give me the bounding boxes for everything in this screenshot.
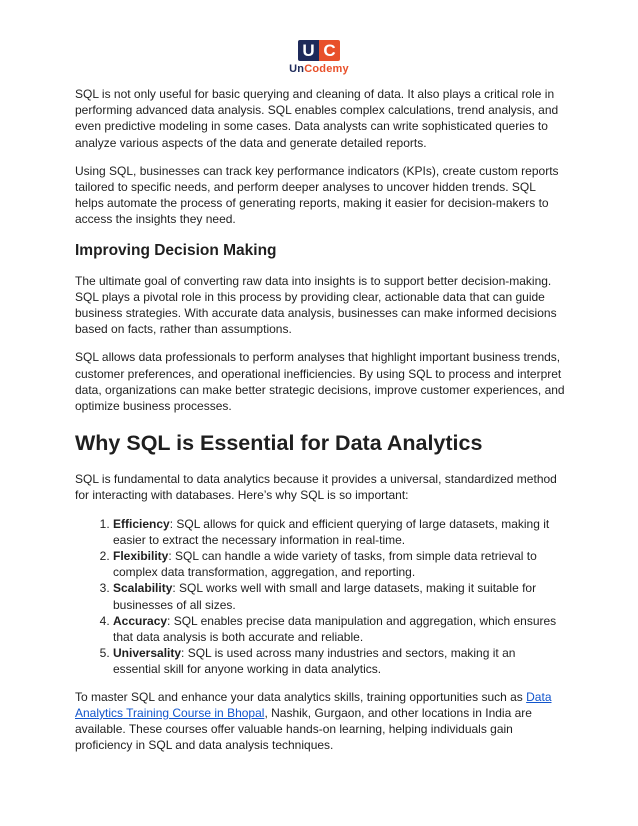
uncodemy-logo [0, 40, 638, 75]
logo-tile-u: U [298, 40, 319, 61]
logo-tile-c: C [319, 40, 340, 61]
list-item-term: Accuracy [113, 613, 168, 628]
list-item-term: Scalability [113, 581, 173, 596]
logo-wordmark-part1: Un [289, 63, 305, 75]
paragraph-advanced-analysis: SQL is not only useful for basic querying and cleaning of data. It also plays a critical role in performing advanced data analysis. SQL enables complex calculations, trend analysis, and even predictive modeling in some cases. Data analysts can write sophisticated queries to analyze various aspects of the data and generate detailed reports. [75, 87, 559, 150]
paragraph-business-trends: SQL allows data professionals to perform analyses that highlight important business trends, customer preferences, and operational inefficiencies. By using SQL to process and interpret data, organizations can make better strategic decisions, improve customer experiences, and optimize business processes. [75, 350, 565, 414]
list-item-text: : SQL allows for quick and efficient querying of large datasets, making it easier to extract the necessary information in real-time. [113, 516, 550, 547]
paragraph-training [75, 689, 565, 754]
training-text-after: , Nashik, Gurgaon, and other locations in India are available. These courses offer valuable hands-on learning, helping individuals gain proficiency in SQL and data analysis techniques. [75, 705, 532, 753]
list-item-text: : SQL is used across many industries and sectors, making it an essential skill for anyone working in data analytics. [113, 646, 516, 677]
list-item [113, 580, 565, 612]
paragraph-sql-fundamental: SQL is fundamental to data analytics because it provides a universal, standardized method for interacting with databases. Here’s why SQL is so important: [75, 472, 557, 503]
list-item [113, 613, 565, 645]
logo-wordmark-part2: Codemy [304, 63, 349, 75]
list-item [113, 645, 565, 677]
sql-benefits-list [75, 516, 565, 678]
paragraph-kpi-reports: Using SQL, businesses can track key performance indicators (KPIs), create custom reports tailored to specific needs, and perform deeper analyses to uncover hidden trends. SQL helps automate the process of generating reports, making it easier for decision-makers to access the insights they need. [75, 163, 559, 227]
list-item-text: : SQL can handle a wide variety of tasks, from simple data retrieval to complex data transformation, aggregation, and reporting. [113, 549, 537, 580]
heading-improving-decision-making: Improving Decision Making [75, 241, 277, 259]
heading-why-sql-essential: Why SQL is Essential for Data Analytics [75, 431, 483, 456]
logo-wordmark [0, 63, 638, 75]
training-text-before: To master SQL and enhance your data analytics skills, training opportunities such as [75, 689, 527, 704]
list-item [113, 516, 565, 548]
list-item-text: : SQL works well with small and large datasets, making it suitable for businesses of all sizes. [113, 581, 537, 612]
paragraph-decision-goal: The ultimate goal of converting raw data into insights is to support better decision-making. SQL plays a pivotal role in this process by providing clear, actionable data that can guide business strategies. With accurate data analysis, businesses can make informed decisions based on facts, rather than assumptions. [75, 273, 557, 337]
list-item-term: Efficiency [113, 516, 170, 531]
training-course-link[interactable]: Data Analytics Training Course in Bhopal [75, 689, 552, 720]
list-item-term: Flexibility [113, 549, 169, 564]
document-body [75, 86, 565, 766]
list-item-term: Universality [113, 646, 182, 661]
list-item [113, 548, 565, 580]
logo-mark [298, 40, 340, 61]
list-item-text: : SQL enables precise data manipulation and aggregation, which ensures that data analysis is both accurate and reliable. [113, 613, 557, 645]
